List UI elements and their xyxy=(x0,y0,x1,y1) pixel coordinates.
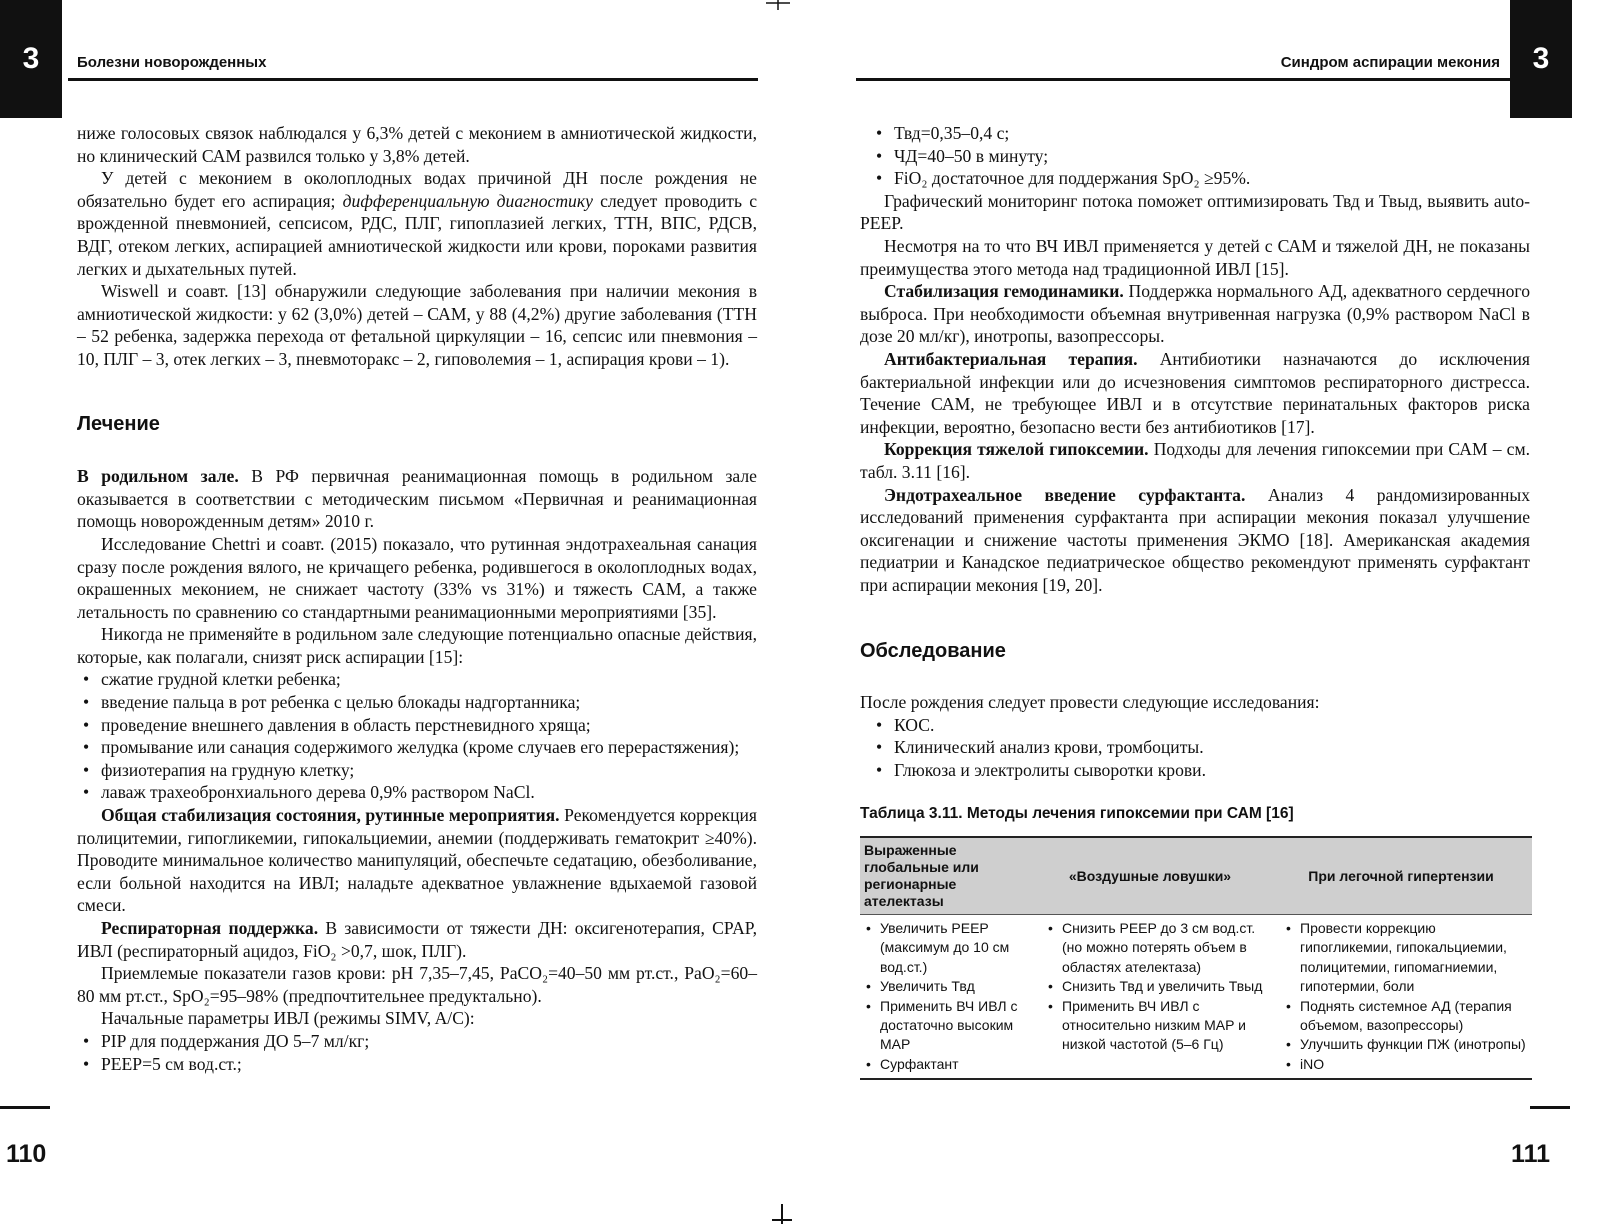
list-item: • PIP для поддержания ДО 5–7 мл/кг; xyxy=(57,1030,757,1053)
bullet-list xyxy=(850,122,1530,190)
table-header-cell: Выраженные глобальные или регионарные ателектазы xyxy=(860,837,1030,915)
paragraph: Эндотрахеальное введение сурфактанта. Анализ 4 рандомизированных исследований применения сурфактанта при аспирации мекония показал улучшение оксигенации и снижение частоты применения ЭКМО [18]. Американская академия педиатрии и Канадское педиатрическое общество рекомендуют применять сурфактант при аспирации мекония [19, 20]. xyxy=(860,484,1530,595)
list-item: • Глюкоза и электролиты сыворотки крови. xyxy=(850,759,1530,782)
paragraph: ниже голосовых связок наблюдался у 6,3% детей с меконием в амниотической жидкости, но клинический САМ развился только у 3,8% детей. xyxy=(77,123,757,166)
table-header-cell: «Воздушные ловушки» xyxy=(1030,837,1270,915)
folio-rule xyxy=(0,1106,50,1109)
paragraph: Несмотря на то что ВЧ ИВЛ применяется у детей с САМ и тяжелой ДН, не показаны преимущества этого метода над традиционной ИВЛ [15]. xyxy=(860,235,1530,279)
paragraph: Начальные параметры ИВЛ (режимы SIMV, A/C): xyxy=(101,1008,475,1029)
list-item: • iNO xyxy=(1282,1055,1530,1074)
paragraph: Wiswell и соавт. [13] обнаружили следующие заболевания при наличии мекония в амниотической жидкости: у 62 (3,0%) детей – САМ, у 88 (4,2%) другие заболевания (ТТН – 52 ребенка, задержка перехода от фетальной циркуляции – 16, сепсис или пневмония – 10, ПЛГ – 3, отек легких – 3, пневмоторакс – 2, гиповолемия – 1, аспирация крови – 1). xyxy=(77,281,757,369)
section-heading-examination: Обследование xyxy=(860,640,1006,663)
table-row xyxy=(860,915,1532,1080)
hypoxemia-treatment-table xyxy=(860,836,1532,1080)
paragraph: Респираторная поддержка. В зависимости от тяжести ДН: оксигенотерапия, CPAP, ИВЛ (респираторный ацидоз, FiO₂ >0,7, шок, ПЛГ). xyxy=(77,918,758,961)
list-item: • Поднять системное АД (терапия объемом, вазопрессоры) xyxy=(1282,997,1530,1036)
paragraph: Антибактериальная терапия. Антибиотики назначаются до исключения бактериальной инфекции или до исчезновения симптомов респираторного дистресса. Течение САМ, не требующее ИВЛ и в отсутствие перинатальных факторов риска инфекции, вероятно, безопасно вести без антибиотиков [17]. xyxy=(860,348,1530,437)
list-item: • введение пальца в рот ребенка с целью блокады надгортанника; xyxy=(57,691,757,714)
table-caption: Таблица 3.11. Методы лечения гипоксемии при САМ [16] xyxy=(860,805,1294,823)
list-item: • PEEP=5 см вод.ст.; xyxy=(57,1053,757,1076)
bullet-list xyxy=(57,1030,757,1075)
page-number: 111 xyxy=(1511,1140,1550,1168)
paragraph: Коррекция тяжелой гипоксемии. Подходы для лечения гипоксемии при САМ – см. табл. 3.11 [16]. xyxy=(860,439,1530,482)
list-item: • Применить ВЧ ИВЛ с относительно низким MAP и низкой частотой (5–6 Гц) xyxy=(1044,997,1268,1055)
emphasis: дифференциальную диагностику xyxy=(342,190,593,211)
running-head: Болезни новорожденных xyxy=(77,54,267,71)
list-item: • ЧД=40–50 в минуту; xyxy=(850,145,1530,168)
header-rule xyxy=(68,78,758,81)
list-item: • Увеличить PEEP (максимум до 10 см вод.ст.) xyxy=(862,919,1028,977)
list-item: • физиотерапия на грудную клетку; xyxy=(57,759,757,782)
chapter-number-tab: 3 xyxy=(1510,0,1572,118)
left-body-text xyxy=(77,122,757,1075)
bullet-list xyxy=(57,668,757,804)
paragraph: В родильном зале. В РФ первичная реанимационная помощь в родильном зале оказывается в соответствии с методическим письмом «Первичная и реанимационная помощь новорожденным детям» 2010 г. xyxy=(77,466,757,532)
list-item: • проведение внешнего давления в область перстневидного хряща; xyxy=(57,714,757,737)
paragraph: Стабилизация гемодинамики. Поддержка нормального АД, адекватного сердечного выброса. При необходимости объемная внутривенная нагрузка (0,9% раствором NaCl в дозе 20 мл/кг), инотропы, вазопрессоры. xyxy=(860,281,1530,347)
header-rule xyxy=(856,78,1532,81)
paragraph: Исследование Chettri и соавт. (2015) показало, что рутинная эндотрахеальная санация сразу после рождения вялого, не кричащего ребенка, родившегося в околоплодных водах, окрашенных меконием, не снижает частоту (33% vs 31%) и тяжесть САМ, а также летальность по сравнению со стандартными реанимационными мероприятиями [35]. xyxy=(77,533,757,622)
table-header-cell: При легочной гипертензии xyxy=(1270,837,1532,915)
list-item: • Применить ВЧ ИВЛ с достаточно высоким MAP xyxy=(862,997,1028,1055)
folio-rule xyxy=(1530,1106,1570,1109)
list-item: • лаваж трахеобронхиального дерева 0,9% раствором NaCl. xyxy=(57,781,757,804)
table-cell xyxy=(860,915,1030,1080)
right-body-text xyxy=(860,122,1530,1080)
list-item: • Снизить Твд и увеличить Твыд xyxy=(1044,977,1268,996)
table-cell xyxy=(1030,915,1270,1080)
table-header-row xyxy=(860,837,1532,915)
list-item: • сжатие грудной клетки ребенка; xyxy=(57,668,757,691)
section-heading-treatment: Лечение xyxy=(77,412,160,435)
page-number: 110 xyxy=(6,1140,47,1168)
list-item: • промывание или санация содержимого желудка (кроме случаев его перерастяжения); xyxy=(57,736,757,759)
paragraph: После рождения следует провести следующие исследования: xyxy=(860,692,1320,713)
list-item: • Провести коррекцию гипогликемии, гипокальциемии, полицитемии, гипомагниемии, гипотермии, боли xyxy=(1282,919,1530,997)
list-item: • Сурфактант xyxy=(862,1055,1028,1074)
list-item: • Снизить PEEP до 3 см вод.ст. (но можно потерять объем в областях ателектаза) xyxy=(1044,919,1268,977)
paragraph: Общая стабилизация состояния, рутинные мероприятия. Рекомендуется коррекция полицитемии, гипогликемии, гипокальциемии, анемии (поддерживать гематокрит ≥40%). Проводите минимальное количество манипуляций, обеспечьте седатацию, обезболивание, если больной находится на ИВЛ; наладьте адекватное увлажнение вдыхаемой газовой смеси. xyxy=(77,805,757,916)
chapter-number-tab: 3 xyxy=(0,0,62,118)
list-item: • Клинический анализ крови, тромбоциты. xyxy=(850,736,1530,759)
list-item: • КОС. xyxy=(850,714,1530,737)
list-item: • Улучшить функции ПЖ (инотропы) xyxy=(1282,1035,1530,1054)
running-head: Синдром аспирации мекония xyxy=(1280,54,1500,71)
paragraph: Приемлемые показатели газов крови: pH 7,35–7,45, PaCO₂=40–50 мм рт.ст., PaO₂=60–80 мм рт.ст., SpO₂=95–98% (предпочтительнее предуктально). xyxy=(77,963,757,1006)
list-item: • FiO₂ достаточное для поддержания SpO₂ ≥95%. xyxy=(850,167,1530,190)
paragraph: Никогда не применяйте в родильном зале следующие потенциально опасные действия, которые, как полагали, снизят риск аспирации [15]: xyxy=(77,624,757,667)
paragraph: Графический мониторинг потока поможет оптимизировать Твд и Твыд, выявить auto-PEEP. xyxy=(860,190,1530,234)
right-page xyxy=(800,0,1600,1224)
list-item: • Твд=0,35–0,4 с; xyxy=(850,122,1530,145)
table-cell xyxy=(1270,915,1532,1080)
paragraph: У детей с меконием в околоплодных водах причиной ДН после рождения не обязательно будет его аспирация; дифференциальную диагностику следует проводить с врожденной пневмонией, сепсисом, РДС, ПЛГ, гипоплазией легких, ТТН, ВПС, РДСВ, ВДГ, отеком легких, аспирацией амниотической жидкости или крови, пороками развития легких и дыхательных путей. xyxy=(77,168,758,279)
list-item: • Увеличить Твд xyxy=(862,977,1028,996)
bullet-list xyxy=(850,714,1530,782)
